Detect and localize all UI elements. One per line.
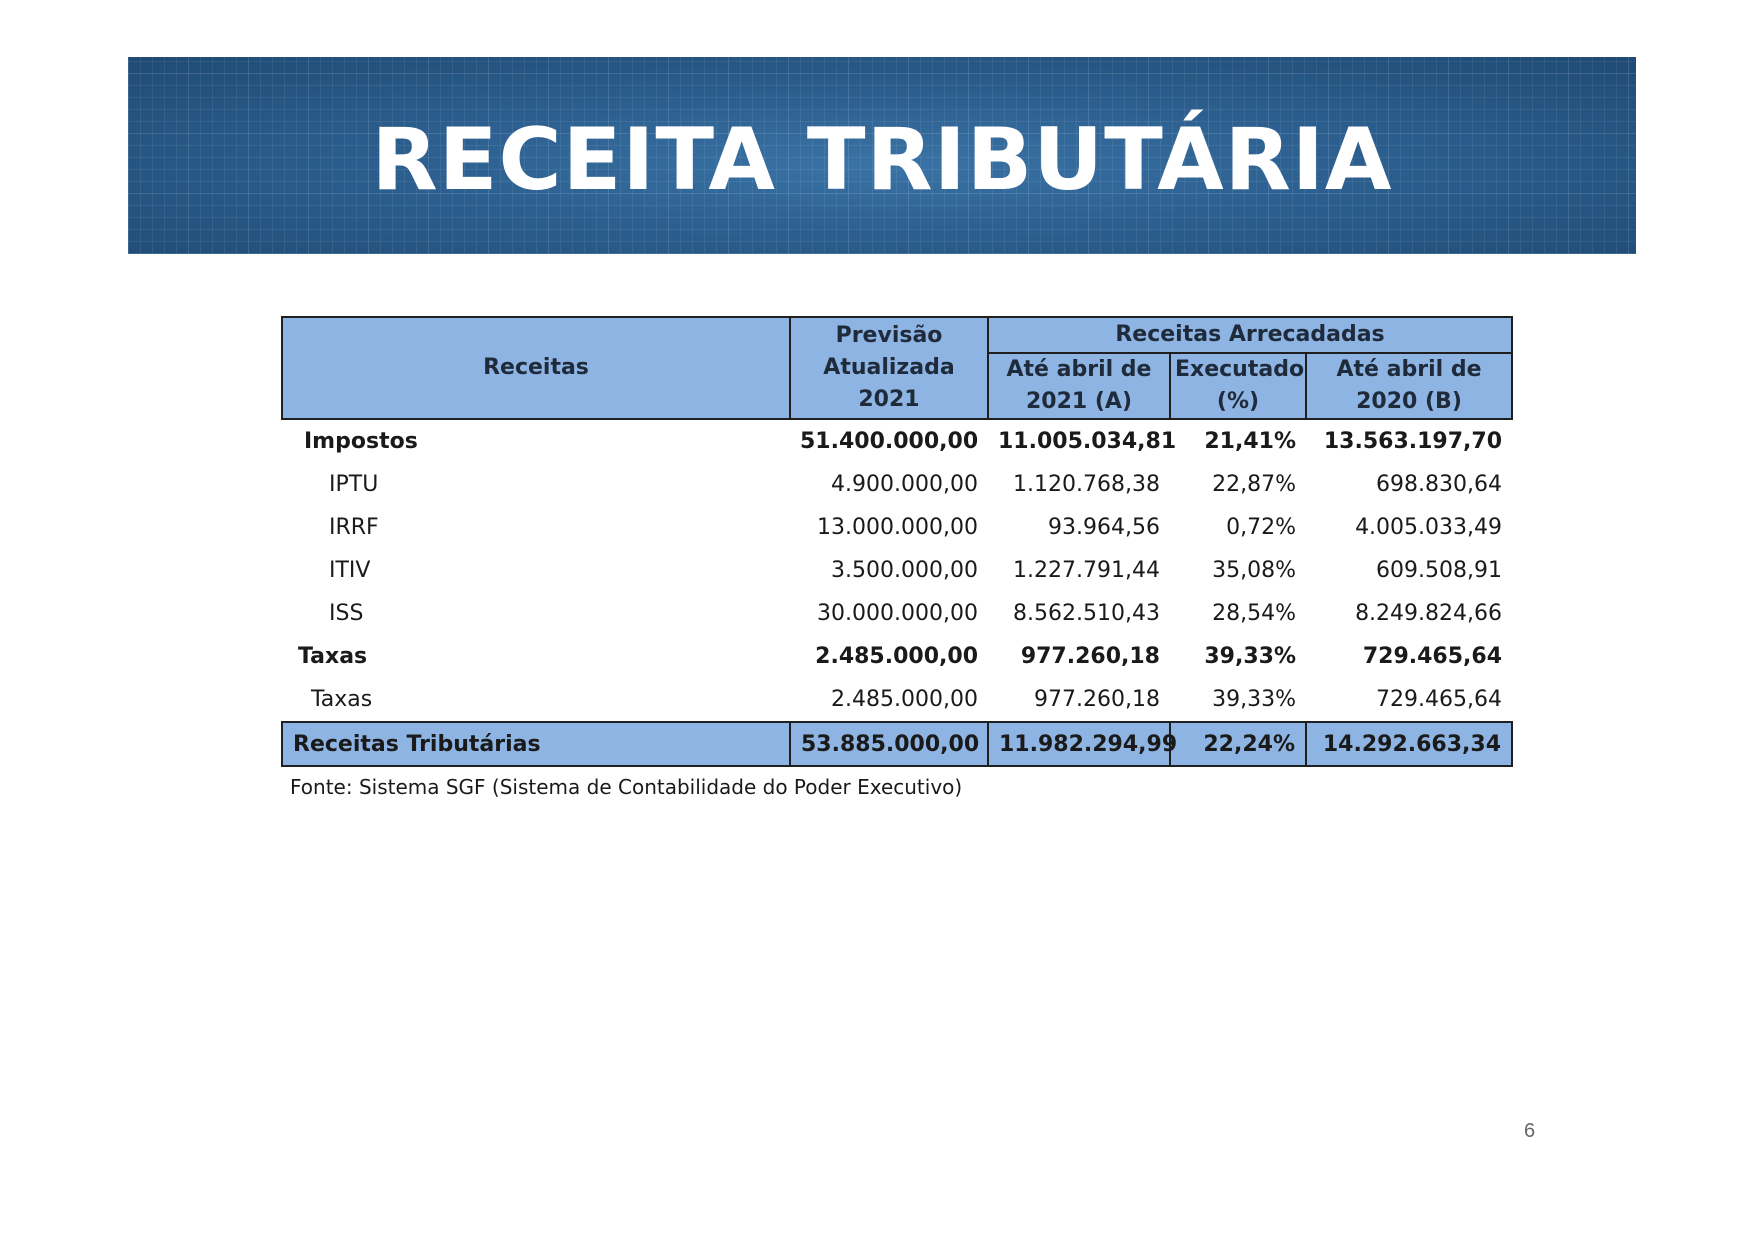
- row-label: ITIV: [329, 558, 371, 583]
- header-receitas-arrecadadas: Receitas Arrecadadas: [988, 317, 1512, 353]
- table-total-row: [282, 722, 1512, 766]
- total-ate-2021: 11.982.294,99: [988, 722, 1170, 766]
- cell-ate-2020: 8.249.824,66: [1355, 601, 1503, 626]
- header-executado: Executado (%): [1170, 353, 1306, 419]
- cell-executado: 28,54%: [1212, 601, 1296, 626]
- revenue-table: [281, 316, 1513, 767]
- table-row: [282, 549, 1512, 592]
- header-ate-abril-2020: Até abril de 2020 (B): [1306, 353, 1512, 419]
- title-banner: [128, 57, 1636, 254]
- total-ate-2020: 14.292.663,34: [1306, 722, 1512, 766]
- cell-ate-2021: 977.260,18: [1034, 687, 1160, 712]
- cell-executado: 21,41%: [1204, 429, 1296, 454]
- cell-previsao: 2.485.000,00: [815, 644, 978, 669]
- table-row: [282, 419, 1512, 463]
- table-row: [282, 678, 1512, 722]
- cell-previsao: 4.900.000,00: [831, 472, 978, 497]
- cell-executado: 35,08%: [1212, 558, 1296, 583]
- cell-executado: 39,33%: [1212, 687, 1296, 712]
- slide-title: RECEITA TRIBUTÁRIA: [371, 109, 1393, 210]
- cell-executado: 0,72%: [1226, 515, 1296, 540]
- cell-ate-2021: 977.260,18: [1020, 644, 1160, 669]
- total-previsao: 53.885.000,00: [790, 722, 988, 766]
- table-row: [282, 506, 1512, 549]
- row-label: Taxas: [298, 644, 368, 669]
- cell-ate-2021: 8.562.510,43: [1013, 601, 1160, 626]
- cell-previsao: 13.000.000,00: [817, 515, 978, 540]
- cell-previsao: 2.485.000,00: [831, 687, 978, 712]
- row-label: Taxas: [311, 687, 373, 712]
- cell-ate-2020: 609.508,91: [1376, 558, 1503, 583]
- row-label: ISS: [329, 601, 364, 626]
- cell-ate-2021: 11.005.034,81: [998, 429, 1177, 454]
- cell-ate-2020: 13.563.197,70: [1323, 429, 1503, 454]
- cell-executado: 39,33%: [1204, 644, 1296, 669]
- total-label: Receitas Tributárias: [282, 722, 790, 766]
- page-number: 6: [1524, 1120, 1536, 1142]
- cell-executado: 22,87%: [1212, 472, 1296, 497]
- row-label: Impostos: [304, 429, 418, 454]
- cell-previsao: 3.500.000,00: [831, 558, 978, 583]
- row-label: IPTU: [329, 472, 379, 497]
- cell-ate-2020: 729.465,64: [1376, 687, 1503, 712]
- row-label: IRRF: [329, 515, 379, 540]
- cell-ate-2020: 729.465,64: [1362, 644, 1503, 669]
- table-row: [282, 592, 1512, 635]
- table-row: [282, 635, 1512, 678]
- table-row: [282, 463, 1512, 506]
- cell-ate-2021: 1.227.791,44: [1013, 558, 1160, 583]
- cell-ate-2021: 93.964,56: [1048, 515, 1160, 540]
- header-ate-abril-2021: Até abril de 2021 (A): [988, 353, 1170, 419]
- cell-ate-2020: 4.005.033,49: [1355, 515, 1503, 540]
- cell-previsao: 30.000.000,00: [817, 601, 978, 626]
- header-previsao: Previsão Atualizada 2021: [790, 317, 988, 419]
- total-executado: 22,24%: [1170, 722, 1306, 766]
- cell-previsao: 51.400.000,00: [800, 429, 979, 454]
- header-receitas: Receitas: [282, 317, 790, 419]
- source-note: Fonte: Sistema SGF (Sistema de Contabilidade do Poder Executivo): [290, 775, 963, 799]
- cell-ate-2020: 698.830,64: [1376, 472, 1503, 497]
- revenue-table-container: [281, 316, 1511, 799]
- table-header-row: [282, 317, 1512, 353]
- cell-ate-2021: 1.120.768,38: [1013, 472, 1160, 497]
